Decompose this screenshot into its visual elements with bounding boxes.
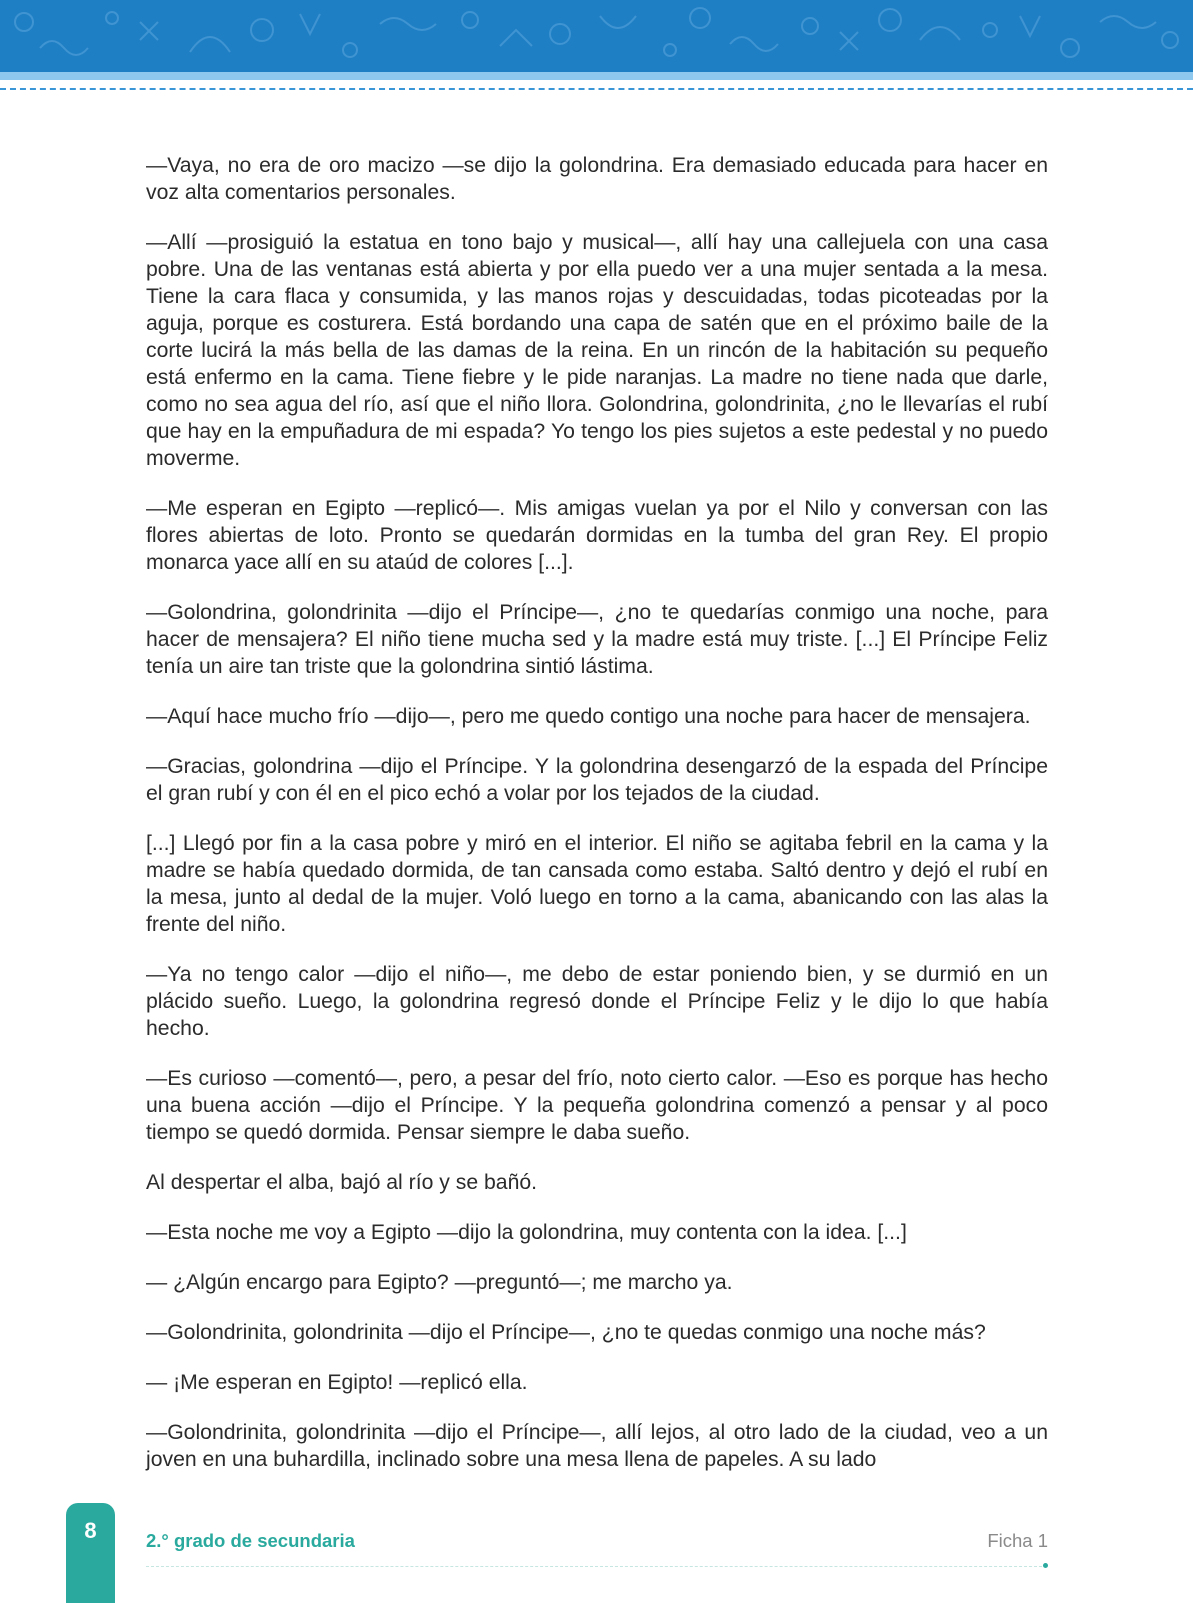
story-paragraph: —Me esperan en Egipto —replicó—. Mis amigas vuelan ya por el Nilo y conversan con las flores abiertas de loto. Pronto se quedarán dormidas en la tumba del gran Rey. El propio monarca yace allí en su ataúd de colores [...]. xyxy=(146,497,1048,574)
story-paragraph: —Gracias, golondrina —dijo el Príncipe. Y la golondrina desengarzó de la espada del Príncipe el gran rubí y con él en el pico echó a volar por los tejados de la ciudad. xyxy=(146,755,1048,805)
story-paragraph: [...] Llegó por fin a la casa pobre y miró en el interior. El niño se agitaba febril en la cama y la madre se había quedado dormida, de tan cansada como estaba. Saltó dentro y dejó el rubí en la mesa, junto al dedal de la mujer. Voló luego en torno a la cama, abanicando con las alas la frente del niño. xyxy=(146,832,1048,936)
story-paragraph: —Golondrinita, golondrinita —dijo el Príncipe—, allí lejos, al otro lado de la ciudad, veo a un joven en una buhardilla, inclinado sobre una mesa llena de papeles. A su lado xyxy=(146,1421,1048,1471)
story-text xyxy=(146,152,1048,1496)
doodle-pattern-icon xyxy=(0,0,1193,72)
page-number: 8 xyxy=(84,1518,97,1543)
story-paragraph: —Vaya, no era de oro macizo —se dijo la golondrina. Era demasiado educada para hacer en voz alta comentarios personales. xyxy=(146,154,1048,204)
story-paragraph: —Golondrina, golondrinita —dijo el Príncipe—, ¿no te quedarías conmigo una noche, para hacer de mensajera? El niño tiene mucha sed y la madre está muy triste. [...] El Príncipe Feliz tenía un aire tan triste que la golondrina sintió lástima. xyxy=(146,601,1048,678)
page-number-tab xyxy=(66,1503,115,1603)
footer-dot xyxy=(1043,1563,1048,1568)
story-paragraph: —Ya no tengo calor —dijo el niño—, me debo de estar poniendo bien, y se durmió en un plácido sueño. Luego, la golondrina regresó donde el Príncipe Feliz y le dijo lo que había hecho. xyxy=(146,963,1048,1040)
footer-dashed-divider xyxy=(146,1566,1042,1567)
story-paragraph: —Allí —prosiguió la estatua en tono bajo y musical—, allí hay una callejuela con una casa pobre. Una de las ventanas está abierta y por ella puedo ver a una mujer sentada a la mesa. Tiene la cara flaca y consumida, y las manos rojas y descuidadas, todas picoteadas por la aguja, porque es costurera. Está bordando una capa de satén que en el próximo baile de la corte lucirá la más bella de las damas de la reina. En un rincón de la habitación su pequeño está enfermo en la cama. Tiene fiebre y le pide naranjas. La madre no tiene nada que darle, como no sea agua del río, así que el niño llora. Golondrina, golondrinita, ¿no le llevarías el rubí que hay en la empuñadura de mi espada? Yo tengo los pies sujetos a este pedestal y no puedo moverme. xyxy=(146,231,1048,470)
story-paragraph: —Es curioso —comentó—, pero, a pesar del frío, noto cierto calor. —Eso es porque has hecho una buena acción —dijo el Príncipe. Y la pequeña golondrina comenzó a pensar y al poco tiempo se quedó dormida. Pensar siempre le daba sueño. xyxy=(146,1067,1048,1144)
top-banner xyxy=(0,0,1193,72)
sheet-label: Ficha 1 xyxy=(987,1530,1048,1551)
header-dashed-divider xyxy=(0,88,1193,90)
story-paragraph: — ¿Algún encargo para Egipto? —preguntó—; me marcho ya. xyxy=(146,1271,733,1294)
top-stripe xyxy=(0,72,1193,80)
story-paragraph: — ¡Me esperan en Egipto! —replicó ella. xyxy=(146,1371,528,1394)
grade-label: 2.° grado de secundaria xyxy=(146,1530,355,1551)
story-paragraph: —Aquí hace mucho frío —dijo—, pero me quedo contigo una noche para hacer de mensajera. xyxy=(146,705,1031,728)
story-paragraph: —Esta noche me voy a Egipto —dijo la golondrina, muy contenta con la idea. [...] xyxy=(146,1221,907,1244)
story-paragraph: Al despertar el alba, bajó al río y se bañó. xyxy=(146,1171,538,1194)
story-paragraph: —Golondrinita, golondrinita —dijo el Príncipe—, ¿no te quedas conmigo una noche más? xyxy=(146,1321,986,1344)
